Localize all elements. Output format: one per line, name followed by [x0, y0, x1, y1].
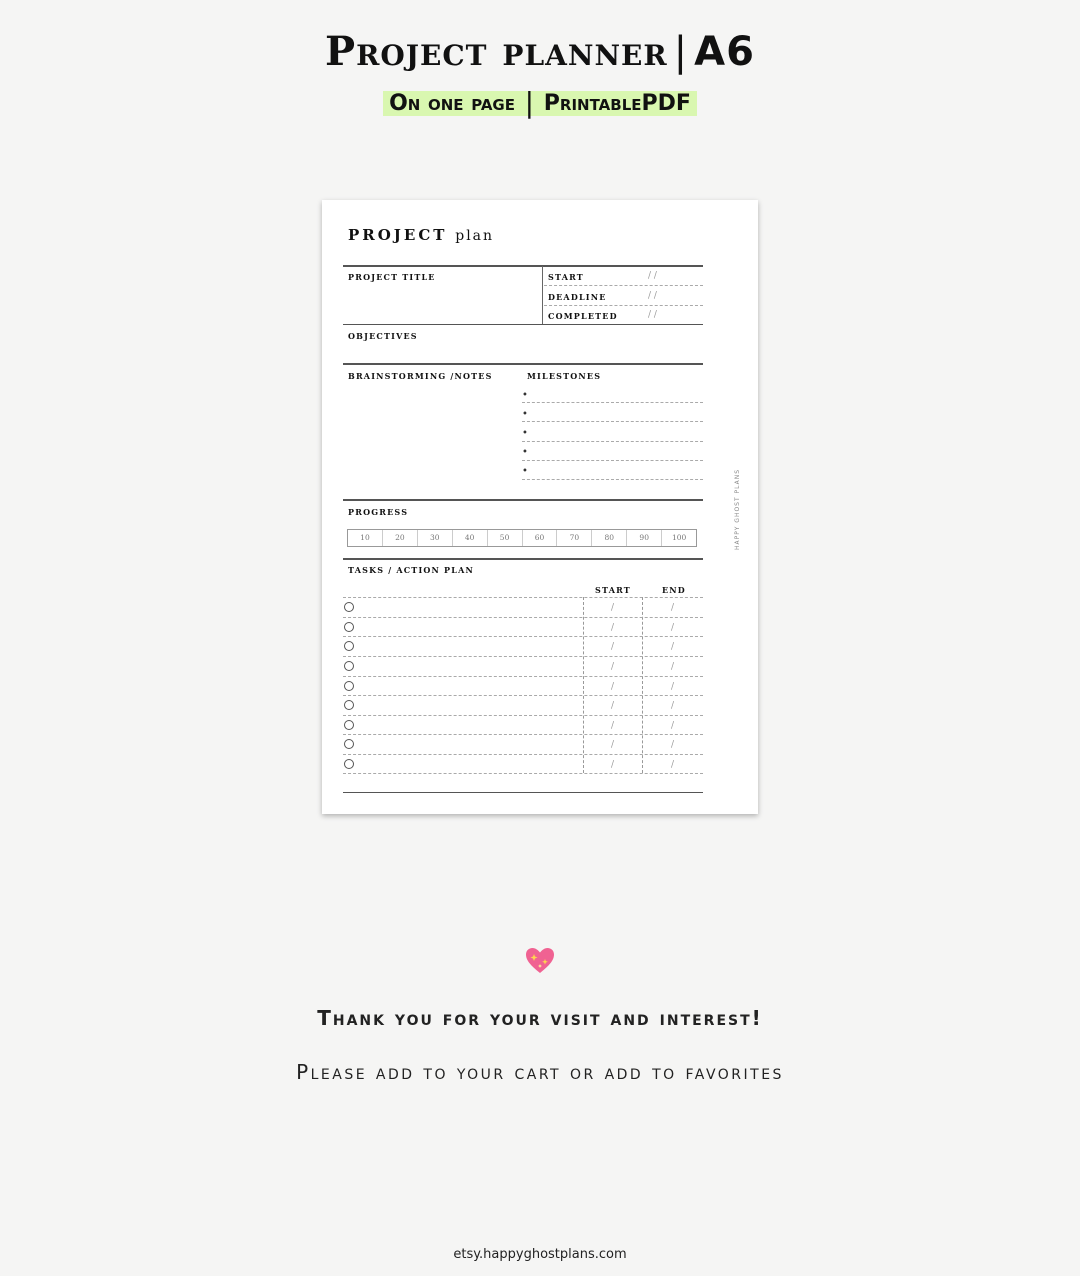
sheet-title — [348, 226, 494, 244]
milestone-bullet: • — [522, 466, 528, 477]
task-checkbox — [344, 739, 354, 749]
page-subheading — [0, 86, 1080, 119]
label-task-end: END — [662, 585, 686, 595]
rule-top — [343, 265, 703, 267]
completed-date-field: / / — [648, 310, 657, 320]
progress-step: 70 — [557, 530, 592, 546]
milestone-bullet: • — [522, 390, 528, 401]
brand-watermark: HAPPY GHOST PLANS — [734, 468, 741, 550]
task-end-date: / — [671, 740, 675, 750]
start-date-field: / / — [648, 271, 657, 281]
rule-progress — [343, 499, 703, 501]
milestone-bullet: • — [522, 447, 528, 458]
progress-step: 30 — [418, 530, 453, 546]
sparkling-heart-icon — [525, 946, 555, 976]
shop-url: etsy.happyghostplans.com — [453, 1247, 627, 1262]
task-row-line — [343, 617, 703, 618]
label-start: START — [548, 272, 584, 282]
milestone-line — [522, 402, 703, 403]
label-completed: COMPLETED — [548, 311, 618, 321]
milestone-line — [522, 460, 703, 461]
task-end-date: / — [671, 623, 675, 633]
task-checkbox — [344, 681, 354, 691]
rule-tasks — [343, 558, 703, 560]
subheading-separator: | — [524, 86, 535, 119]
task-start-date: / — [611, 740, 615, 750]
task-checkbox — [344, 759, 354, 769]
label-tasks: TASKS / ACTION PLAN — [348, 565, 475, 575]
task-end-date: / — [671, 701, 675, 711]
deadline-row-line — [544, 305, 703, 306]
milestone-bullet: • — [522, 409, 528, 420]
label-objectives: OBJECTIVES — [348, 331, 418, 341]
milestone-line — [522, 441, 703, 442]
task-start-date: / — [611, 721, 615, 731]
task-checkbox — [344, 661, 354, 671]
progress-step: 80 — [592, 530, 627, 546]
deadline-date-field: / / — [648, 291, 657, 301]
subheading-one-page: On one page — [389, 91, 515, 116]
progress-step: 60 — [523, 530, 558, 546]
task-checkbox — [344, 700, 354, 710]
sheet-title-light: plan — [455, 228, 495, 244]
task-end-date: / — [671, 642, 675, 652]
start-row-line — [544, 285, 703, 286]
heading-title: Project planner — [325, 28, 668, 75]
task-start-date: / — [611, 701, 615, 711]
task-checkbox — [344, 622, 354, 632]
label-deadline: DEADLINE — [548, 292, 607, 302]
planner-sheet-preview — [322, 200, 758, 814]
sheet-title-bold: PROJECT — [348, 226, 448, 244]
heading-size: A6 — [694, 29, 755, 75]
progress-step: 90 — [627, 530, 662, 546]
subheading-highlight — [383, 86, 697, 119]
rule-objectives — [343, 324, 703, 325]
task-checkbox — [344, 641, 354, 651]
task-header-line — [343, 597, 703, 598]
task-row-line — [343, 754, 703, 755]
cart-favorites-message: Please add to your cart or add to favorites — [296, 1060, 784, 1084]
progress-step: 100 — [671, 533, 687, 542]
task-start-date: / — [611, 682, 615, 692]
task-end-date: / — [671, 721, 675, 731]
task-end-date: / — [671, 760, 675, 770]
progress-step: 10 — [348, 530, 383, 546]
task-row-line — [343, 773, 703, 774]
rule-bottom — [343, 792, 703, 793]
page-heading — [0, 28, 1080, 75]
task-start-divider — [583, 597, 584, 773]
rule-brainstorming — [343, 363, 703, 365]
task-end-date: / — [671, 662, 675, 672]
progress-step: 20 — [383, 530, 418, 546]
task-checkbox — [344, 720, 354, 730]
task-row-line — [343, 636, 703, 637]
thank-you-message: Thank you for your visit and interest! — [317, 1006, 763, 1030]
label-progress: PROGRESS — [348, 507, 409, 517]
milestone-bullet: • — [522, 428, 528, 439]
task-row-line — [343, 656, 703, 657]
title-date-divider — [542, 266, 543, 324]
task-end-divider — [642, 597, 643, 773]
task-start-date: / — [611, 603, 615, 613]
task-end-date: / — [671, 682, 675, 692]
task-start-date: / — [611, 623, 615, 633]
progress-step: 50 — [488, 530, 523, 546]
task-start-date: / — [611, 662, 615, 672]
label-task-start: START — [595, 585, 631, 595]
task-row-line — [343, 695, 703, 696]
progress-scale — [347, 529, 697, 547]
milestone-line — [522, 479, 703, 480]
task-start-date: / — [611, 642, 615, 652]
task-row-line — [343, 715, 703, 716]
progress-step: 40 — [453, 530, 488, 546]
task-start-date: / — [611, 760, 615, 770]
label-brainstorming: BRAINSTORMING /NOTES — [348, 371, 493, 381]
task-row-line — [343, 676, 703, 677]
label-milestones: MILESTONES — [527, 371, 602, 381]
task-end-date: / — [671, 603, 675, 613]
milestone-line — [522, 421, 703, 422]
label-project-title: PROJECT TITLE — [348, 272, 436, 282]
task-checkbox — [344, 602, 354, 612]
heading-separator: | — [673, 29, 689, 75]
task-row-line — [343, 734, 703, 735]
subheading-printable: PrintablePDF — [543, 91, 691, 116]
